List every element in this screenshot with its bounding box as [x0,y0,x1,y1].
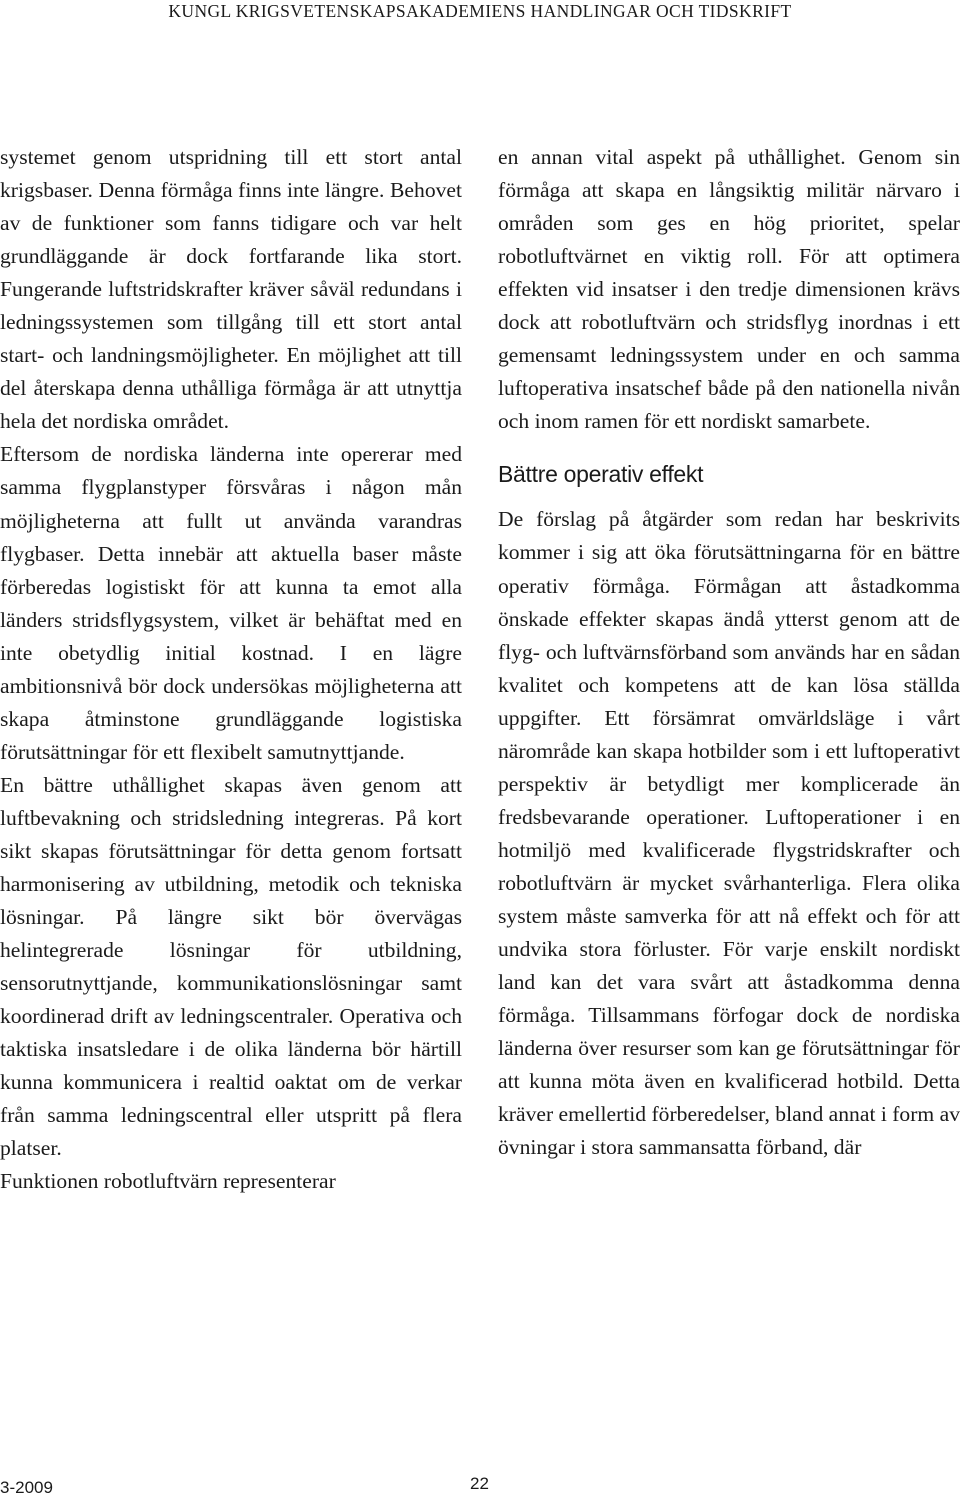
right-column [498,141,960,1164]
running-header: KUNGL KRIGSVETENSKAPSAKADEMIENS HANDLINGAR OCH TIDSKRIFT [168,1,792,21]
page-number: 22 [470,1474,489,1493]
section-heading: Bättre operativ effekt [498,461,704,488]
body-paragraph: en annan vital aspekt på uthållighet. Genom sin förmåga att skapa en långsiktig militär närvaro i områden som ges en hög prioritet, spelar robotluftvärnet en viktig roll. För att optimera effekten vid insatser i den tredje dimensionen krävs dock att robotluftvärn och stridsflyg inordnas i ett gemensamt ledningssystem under en och samma luftoperativa insatschef både på den nationella nivån och inom ramen för ett nordiskt samarbete. [498,145,960,434]
body-paragraph: De förslag på åtgärder som redan har beskrivits kommer i sig att öka förutsättningarna för en bättre operativ förmåga. Förmågan att åstadkomma önskade effekter skapas ändå ytterst genom att de flyg- och luftvärnsförband som används har en sådan kvalitet och kompetens att de kan lösa ställda uppgifter. Ett försämrat omvärldsläge i vårt närområde kan skapa hotbilder som i ett luftoperativt perspektiv är betydligt mer komplicerade än fredsbevarande operationer. Luftoperationer i en hotmiljö med kvalificerade flygstridskrafter och robotluftvärn är mycket svårhanterliga. Flera olika system måste samverka för att nå effekt och för att undvika stora förluster. För varje enskilt nordiskt land kan det vara svårt att åstadkomma denna förmåga. Tillsammans förfogar dock de nordiska länderna över resurser som kan ge förutsättningar för att kunna möta även en kvalificerad hotbild. Detta kräver emellertid förberedelser, bland annat i form av övningar i stora sammansatta förband, där [498,507,960,1160]
left-column [0,141,462,1199]
issue-label: 3-2009 [0,1478,53,1497]
body-paragraph: systemet genom utspridning till ett stort antal krigsbaser. Denna förmåga finns inte längre. Behovet av de funktioner som fanns tidigare och var helt grundläggande är dock fortfarande lika stort. Fungerande luftstridskrafter kräver såväl redundans i ledningssystemen som tillgång till ett stort antal start- och landningsmöjligheter. En möjlighet att till del återskapa denna uthålliga förmåga är att utnyttja hela det nordiska området. [0,145,462,434]
body-paragraph: Funktionen robotluftvärn representerar [0,1169,336,1194]
body-paragraph: Eftersom de nordiska länderna inte opererar med samma flygplanstyper försvåras i någon mån möjligheterna att fullt ut använda varandras flygbaser. Detta innebär att aktuella baser måste förberedas logistiskt för att kunna ta emot alla länders stridsflygsystem, vilket är behäftat med en inte obetydlig initial kostnad. I en lägre ambitionsnivå bör dock undersökas möjligheterna att skapa åtminstone grundläggande logistiska förutsättningar för ett flexibelt samutnyttjande. [0,442,462,764]
body-paragraph: En bättre uthållighet skapas även genom att luftbevakning och stridsledning integreras. På kort sikt skapas förutsättningar för detta genom fortsatt harmonisering av utbildning, metodik och tekniska lösningar. På längre sikt bör övervägas helintegrerade lösningar för utbildning, sensorutnyttjande, kommunikationslösningar samt koordinerad drift av ledningscentraler. Operativa och taktiska insatsledare i de olika länderna bör härtill kunna kommunicera i realtid oaktat om de verkar från samma ledningscentral eller utspritt på flera platser. [0,772,462,1161]
